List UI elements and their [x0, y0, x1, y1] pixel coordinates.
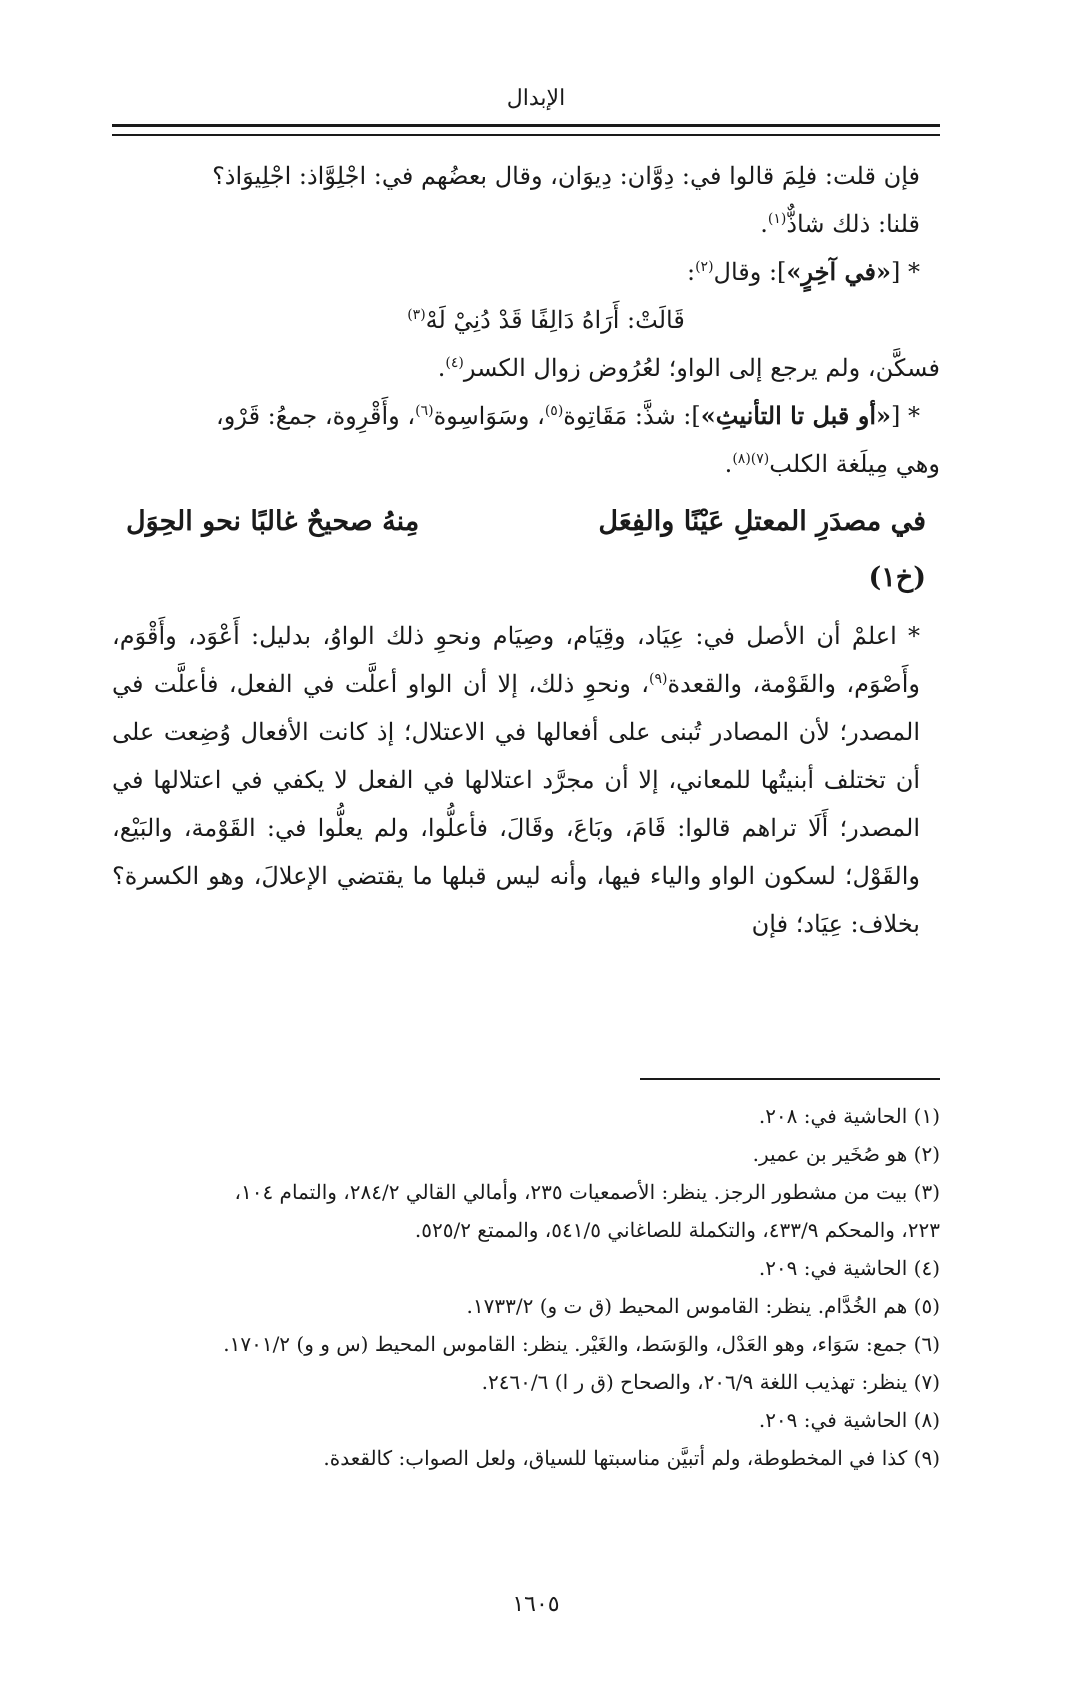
star-marker: * [ — [891, 402, 920, 430]
verse-heading — [112, 494, 940, 550]
page-number: ١٦٠٥ — [512, 1592, 560, 1617]
footnote-ref-7: (٧) — [750, 451, 770, 467]
footnote-2: (٢) هو صُخَير بن عمير. — [752, 1142, 940, 1166]
header-rule-thick — [112, 124, 940, 127]
footnote-ref-1: (١) — [767, 211, 787, 227]
verse-line — [112, 296, 940, 344]
footnote-ref-6: (٦) — [415, 403, 434, 419]
paragraph-explanation — [112, 344, 940, 392]
footnote-ref-5: (٥) — [544, 403, 564, 419]
footnote-6: (٦) جمع: سَوَاء، وهو العَدْل، والوَسَط، والغَيْر. ينظر: القاموس المحيط (س و و) ١٧٠١/٢. — [223, 1332, 940, 1356]
matn-quote: «في آخِرٍ» — [786, 257, 891, 286]
tanith-text-c: ، وأَقْرِوة، جمعُ: قَرْو، — [215, 402, 416, 430]
paragraph-quote-intro — [112, 248, 940, 296]
heading-hemistich-left: مِنهُ صحيحٌ غالبًا نحو الحِوَل — [126, 506, 420, 537]
footnote-ref-4: (٤) — [445, 355, 464, 371]
paragraph-tanith — [112, 392, 940, 440]
heading-hemistich-right: في مصدَرِ المعتلِ عَيْنًا والفِعَل — [598, 506, 926, 537]
footnote-8: (٨) الحاشية في: ٢٠٩. — [758, 1408, 940, 1432]
quote-intro-text: ]: وقال — [713, 258, 787, 286]
punctuation: . — [724, 450, 733, 478]
verse-text: قَالَتْ: أَرَاهُ دَالِفًا قَدْ دُنِيْ لَهْ — [425, 306, 685, 334]
footnote-1: (١) الحاشية في: ٢٠٨. — [758, 1104, 940, 1128]
matn-quote: «أو قبل تا التأنيثِ» — [700, 401, 891, 430]
header-rule-thin — [112, 134, 940, 136]
footnote-separator — [640, 1078, 940, 1080]
paragraph-milagha — [112, 440, 940, 488]
footnote-4: (٤) الحاشية في: ٢٠٩. — [758, 1256, 940, 1280]
explanation-text: فسكَّن، ولم يرجع إلى الواو؛ لعُرُوض زوال الكسر — [463, 354, 940, 382]
footnote-3-continued: ٢٢٣، والمحكم ٤٣٣/٩، والتكملة للصاغاني ٥٤١/٥، والممتع ٥٢٥/٢. — [414, 1218, 940, 1242]
paragraph-question: فإن قلت: فلِمَ قالوا في: دِوَّان: دِيوَان، وقال بعضُهم في: اجْلِوَّاذ: اجْلِيوَاذ؟ — [212, 162, 920, 190]
punctuation: . — [760, 210, 768, 238]
answer-text: قلنا: ذلك شاذٌّ — [786, 210, 920, 238]
footnote-ref-2: (٢) — [695, 259, 714, 275]
footnote-ref-9: (٩) — [649, 671, 668, 687]
masdar-text-a: * اعلمْ أن الأصل في: عِيَاد، وقِيَام، وصِيَام ونحوِ ذلك الواوُ، بدليل: أَعْوَد، وأَقْوَم، وأَصْوَم، والقَوْمة، والقعدة — [112, 622, 920, 698]
footnotes — [112, 1098, 940, 1478]
tanith-text-b: ، وسَوَاسِوة — [433, 402, 545, 430]
paragraph-answer — [112, 200, 940, 248]
footnote-5: (٥) هم الخُدَّام. ينظر: القاموس المحيط (ق ت و) ١٧٣٣/٢. — [466, 1294, 940, 1318]
masdar-text-b: ، ونحوِ ذلك، إلا أن الواو أعلَّت في الفعل، فأعلَّت في المصدر؛ لأن المصادر تُبنى على أفعالها في الاعتلال؛ إذ كانت الأفعال وُضِعت على أن تختلف أبنيتُها للمعاني، إلا أن مجرَّد اعتلالها في الفعل لا يكفي في اعتلالها في المصدر؛ أَلَا تراهم قالوا: قَامَ، وبَاعَ، وقَالَ، فأعلُّوا، ولم يعلُّوا في: القَوْمة، والبَيْع، والقَوْل؛ لسكون الواو والياء فيها، وأنه ليس قبلها ما يقتضي الإعلالَ، وهو الكسرة؟ بخلاف: عِيَاد؛ فإن — [112, 670, 920, 938]
footnote-3: (٣) بيت من مشطور الرجز. ينظر: الأصمعيات ٢٣٥، وأمالي القالي ٢٨٤/٢، والتمام ١٠٤، — [234, 1180, 940, 1204]
footnote-9: (٩) كذا في المخطوطة، ولم أتبيَّن مناسبتها للسياق، ولعل الصواب: كالقعدة. — [323, 1446, 940, 1470]
tanith-text-a: ]: شذَّ: مَقَاتِوة — [563, 402, 701, 430]
punctuation: : — [686, 258, 696, 286]
star-marker: * [ — [891, 258, 920, 286]
footnote-ref-3: (٣) — [407, 307, 426, 323]
main-text — [112, 152, 940, 948]
milagha-text: وهي مِيلَغة الكلب — [769, 450, 940, 478]
paragraph-masdar — [112, 612, 940, 948]
heading-reference: (خ١) — [868, 562, 926, 593]
footnote-7: (٧) ينظر: تهذيب اللغة ٢٠٦/٩، والصحاح (ق ر ا) ٢٤٦٠/٦. — [481, 1370, 940, 1394]
punctuation: . — [437, 354, 446, 382]
footnote-ref-8: (٨) — [732, 451, 751, 467]
running-title: الإبدال — [506, 86, 566, 111]
